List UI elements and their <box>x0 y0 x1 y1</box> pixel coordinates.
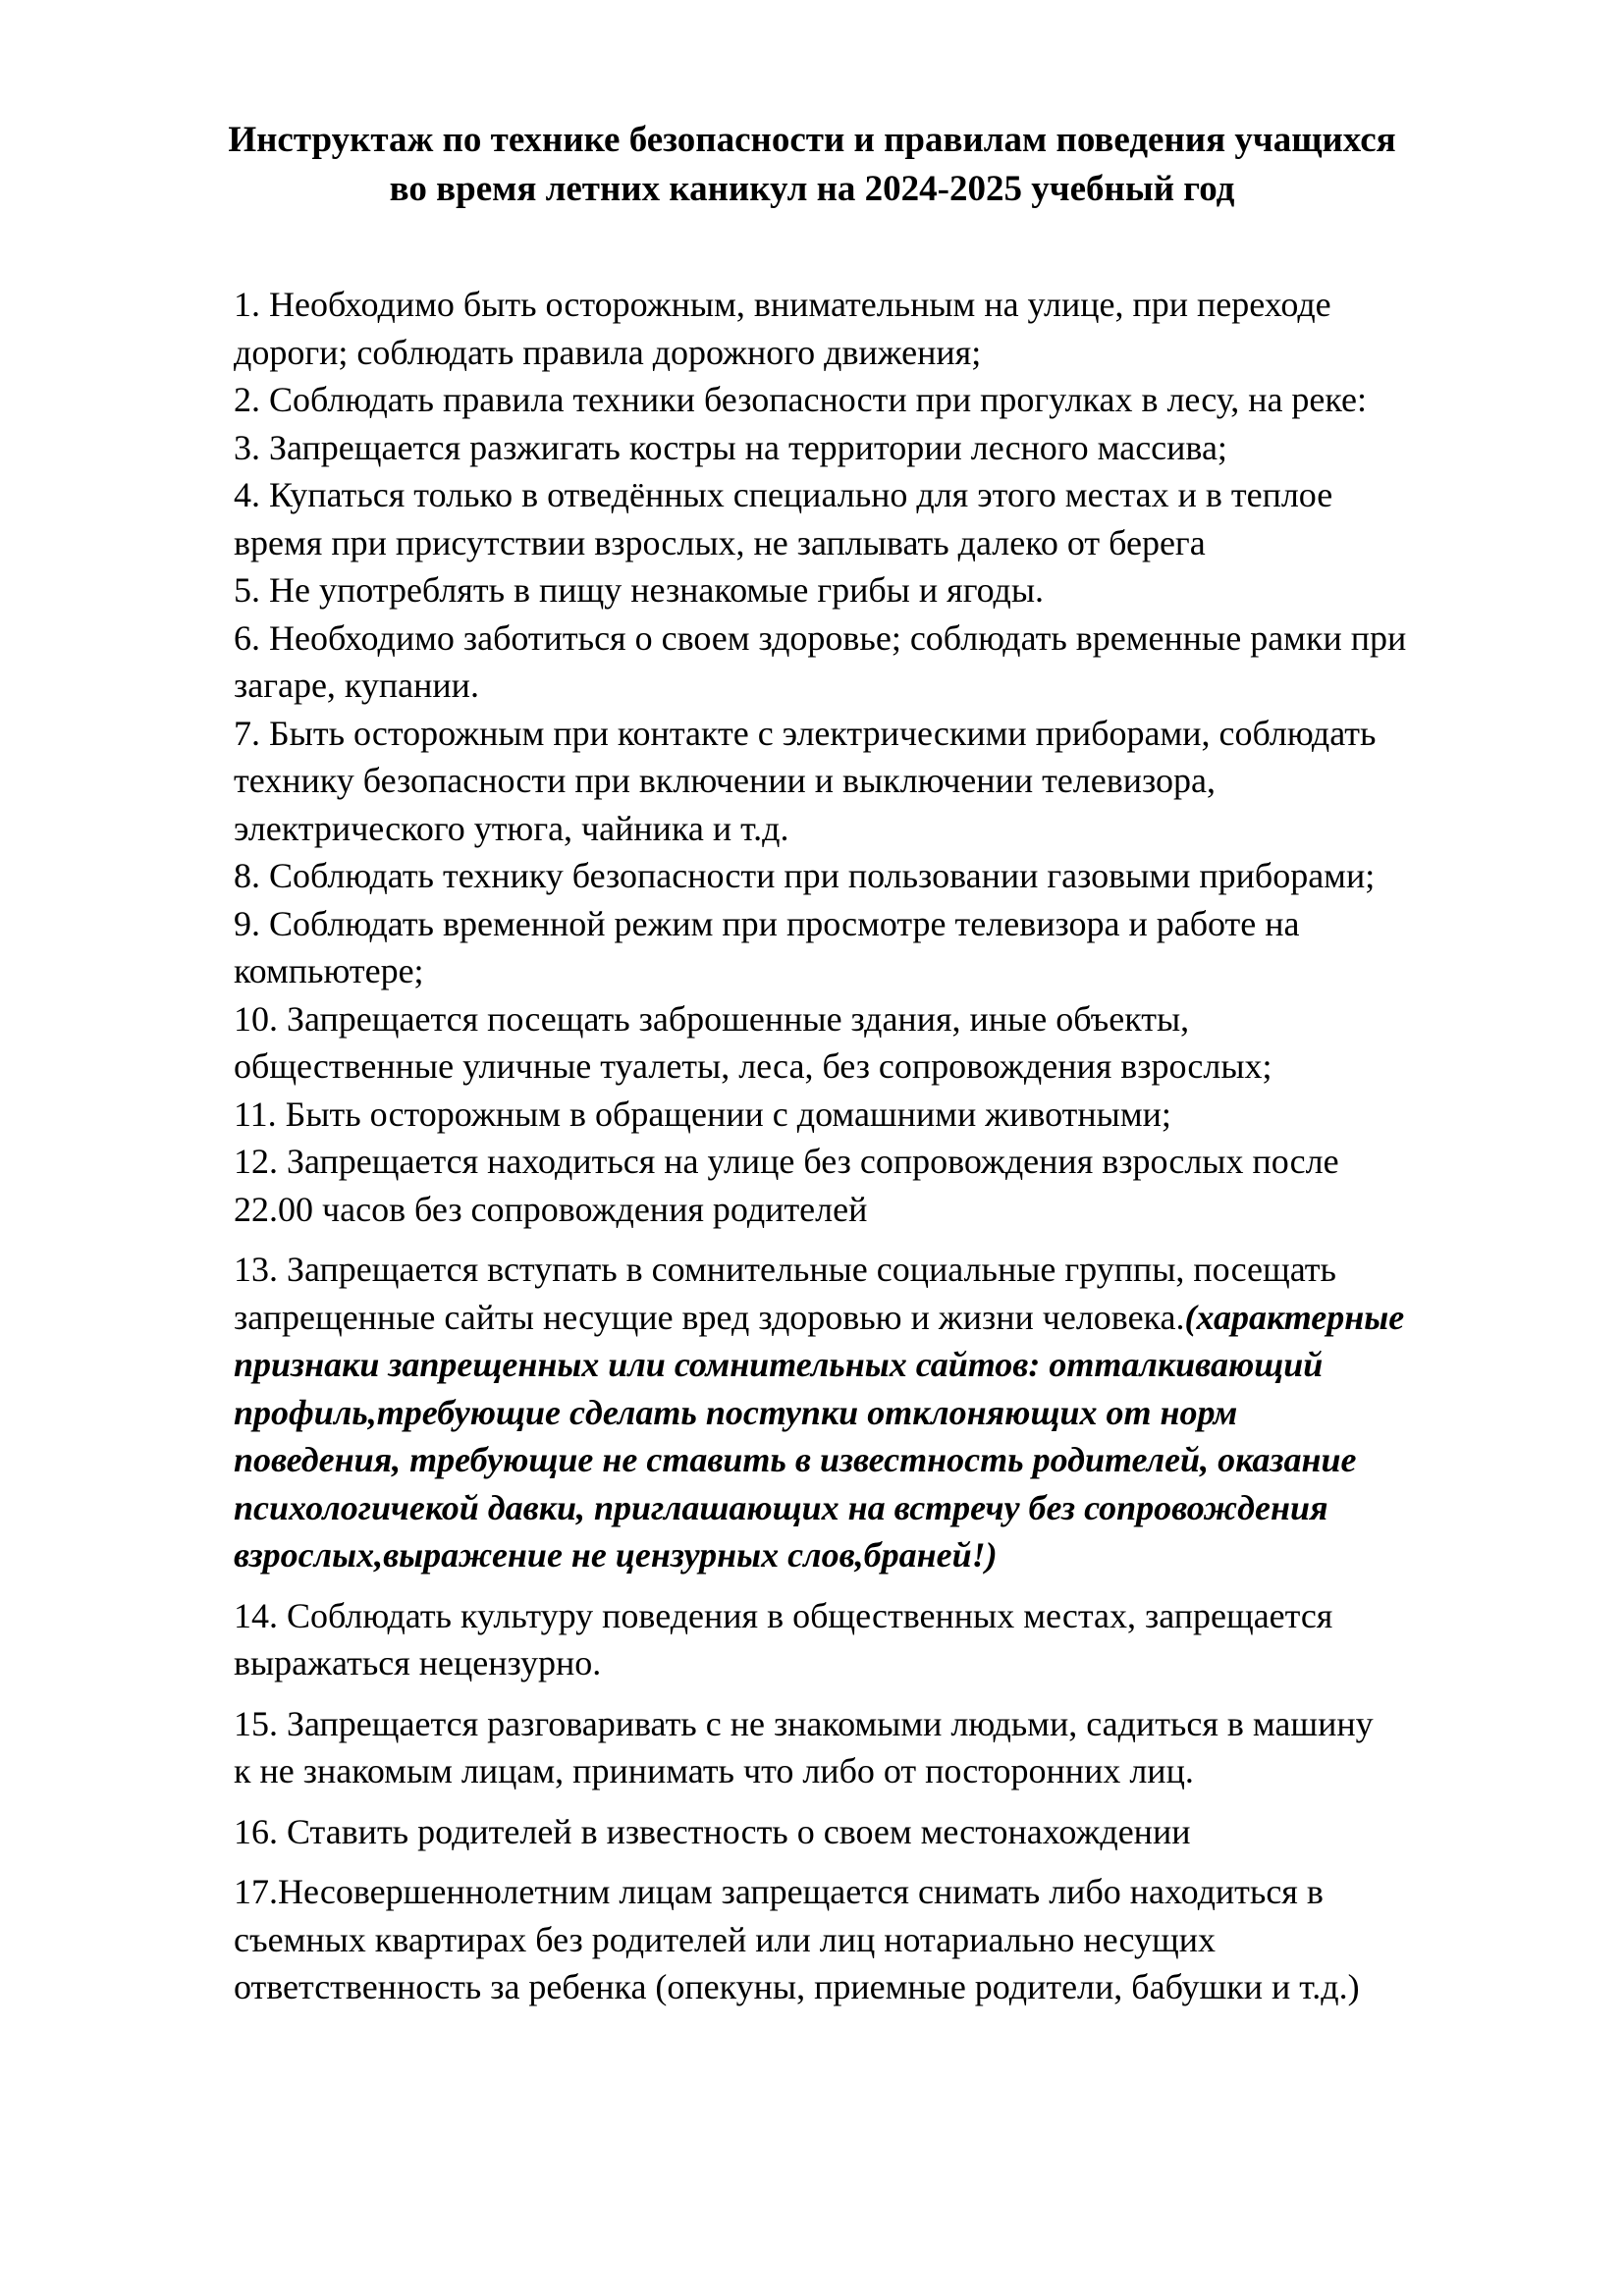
line-text: 1. Необходимо быть осторожным, внимательным на улице, при переходе <box>234 285 1331 324</box>
line-text: 3. Запрещается разжигать костры на территории лесного массива; <box>234 427 1227 467</box>
line-text: ответственность за ребенка (опекуны, приемные родители, бабушки и т.д.) <box>234 1967 1360 2006</box>
line-text: электрического утюга, чайника и т.д. <box>234 808 789 848</box>
document-body <box>234 281 1540 2011</box>
line-text: 9. Соблюдать временной режим при просмотре телевизора и работе на <box>234 903 1300 943</box>
text-line <box>234 1389 1540 1437</box>
text-line <box>234 1808 1540 1856</box>
line-text: 5. Не употреблять в пищу незнакомые грибы и ягоды. <box>234 570 1045 610</box>
text-line <box>234 1294 1540 1342</box>
text-line <box>234 900 1540 948</box>
text-line <box>234 757 1540 805</box>
text-line <box>234 1747 1540 1795</box>
text-line <box>234 376 1540 424</box>
text-line <box>234 805 1540 853</box>
text-line <box>234 1186 1540 1234</box>
text-line <box>234 1963 1540 2011</box>
title-line: Инструктаж по технике безопасности и правилам поведения учащихся <box>228 120 1396 160</box>
line-text: 17.Несовершеннолетним лицам запрещается снимать либо находиться в <box>234 1872 1324 1911</box>
line-text: компьютере; <box>234 951 424 990</box>
line-text: 22.00 часов без сопровождения родителей <box>234 1189 868 1229</box>
line-text: 16. Ставить родителей в известность о своем местонахождении <box>234 1811 1191 1851</box>
text-line <box>234 1639 1540 1687</box>
line-text: время при присутствии взрослых, не заплывать далеко от берега <box>234 522 1206 562</box>
line-text: 14. Соблюдать культуру поведения в общественных местах, запрещается <box>234 1595 1333 1635</box>
line-text: общественные уличные туалеты, леса, без сопровождения взрослых; <box>234 1046 1272 1086</box>
document-title <box>147 116 1477 214</box>
title-line: во время летних каникул на 2024-2025 учебный год <box>389 169 1235 209</box>
text-line <box>234 471 1540 519</box>
line-text: к не знакомым лицам, принимать что либо от посторонних лиц. <box>234 1751 1194 1790</box>
emphasized-text: взрослых,выражение не цензурных слов,браней!) <box>234 1535 998 1575</box>
text-line <box>234 1484 1540 1532</box>
line-text: 4. Купаться только в отведённых специально для этого местах и в теплое <box>234 475 1333 514</box>
emphasized-text: поведения, требующие не ставить в известность родителей, оказание <box>234 1440 1357 1479</box>
line-text: 12. Запрещается находиться на улице без сопровождения взрослых после <box>234 1142 1339 1181</box>
text-line <box>234 566 1540 614</box>
text-line <box>234 614 1540 663</box>
line-text: съемных квартирах без родителей или лиц нотариально несущих <box>234 1919 1217 1959</box>
line-text: 11. Быть осторожным в обращении с домашними животными; <box>234 1094 1171 1134</box>
text-line <box>234 1531 1540 1579</box>
emphasized-text: признаки запрещенных или сомнительных сайтов: отталкивающий <box>234 1345 1324 1384</box>
line-text: выражаться нецензурно. <box>234 1643 602 1682</box>
emphasized-text: (характерные <box>1184 1297 1405 1337</box>
line-text: 8. Соблюдать технику безопасности при пользовании газовыми приборами; <box>234 856 1376 895</box>
line-text: 13. Запрещается вступать в сомнительные социальные группы, посещать <box>234 1250 1336 1289</box>
line-text: загаре, купании. <box>234 666 479 705</box>
text-line <box>234 519 1540 567</box>
text-line <box>234 710 1540 758</box>
text-line <box>234 662 1540 710</box>
text-line <box>234 1042 1540 1091</box>
emphasized-text: психологичекой давки, приглашающих на встречу без сопровождения <box>234 1487 1328 1527</box>
text-line <box>234 852 1540 900</box>
line-text: 2. Соблюдать правила техники безопасности при прогулках в лесу, на реке: <box>234 380 1367 419</box>
line-text: 10. Запрещается посещать заброшенные здания, иные объекты, <box>234 998 1190 1039</box>
line-text: технику безопасности при включении и выключении телевизора, <box>234 761 1216 800</box>
text-line <box>234 995 1540 1043</box>
text-line <box>234 329 1540 377</box>
text-line <box>234 1091 1540 1139</box>
text-line <box>234 1341 1540 1389</box>
text-line <box>234 1436 1540 1484</box>
emphasized-text: профиль,требующие сделать поступки отклоняющих от норм <box>234 1392 1238 1432</box>
text-line <box>234 1916 1540 1964</box>
text-line <box>234 1700 1540 1748</box>
line-text: 7. Быть осторожным при контакте с электрическими приборами, соблюдать <box>234 713 1377 753</box>
text-line <box>234 1246 1540 1294</box>
text-line <box>234 281 1540 329</box>
text-line <box>234 947 1540 995</box>
line-text: запрещенные сайты несущие вред здоровью и жизни человека. <box>234 1297 1185 1337</box>
text-line <box>234 1868 1540 1916</box>
line-text: 15. Запрещается разговаривать с не знакомыми людьми, садиться в машину <box>234 1703 1374 1743</box>
text-line <box>234 1592 1540 1640</box>
text-line <box>234 424 1540 472</box>
line-text: 6. Необходимо заботиться о своем здоровье; соблюдать временные рамки при <box>234 617 1407 658</box>
text-line <box>234 1138 1540 1186</box>
line-text: дороги; соблюдать правила дорожного движения; <box>234 332 982 372</box>
